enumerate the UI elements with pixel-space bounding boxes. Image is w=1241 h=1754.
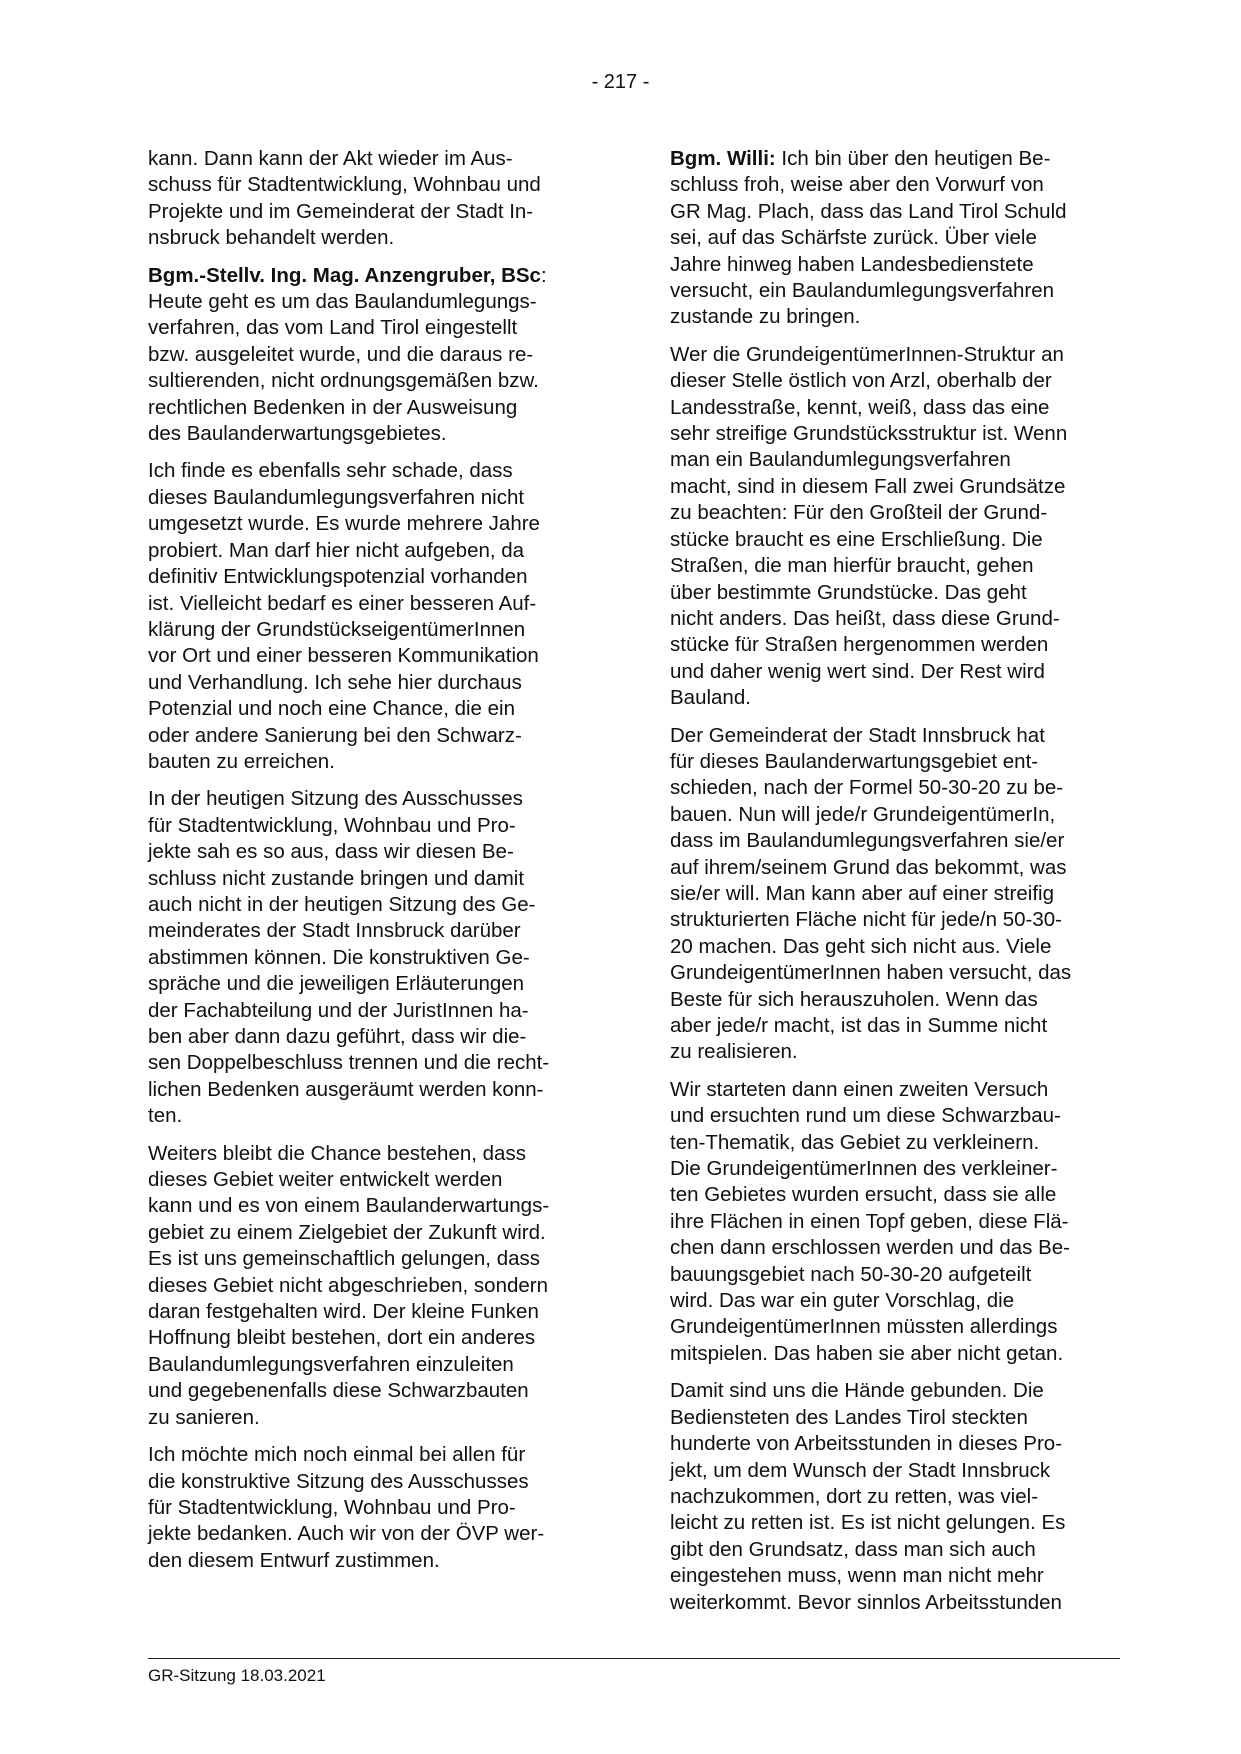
text-line: und daher wenig wert sind. Der Rest wird [670,659,1045,683]
text-line: mitspielen. Das haben sie aber nicht getan. [670,1341,1064,1365]
paragraph [670,1378,1130,1616]
text-line: probiert. Man darf hier nicht aufgeben, da [148,538,525,562]
text-line: In der heutigen Sitzung des Ausschusses [148,787,523,811]
text-line: ihre Flächen in einen Topf geben, diese Flä- [670,1209,1069,1233]
text-line: Damit sind uns die Hände gebunden. Die [670,1379,1044,1403]
left-column [148,146,608,1585]
text-line: zu realisieren. [670,1040,798,1064]
speaker-suffix: : [540,263,547,287]
text-line: Es ist uns gemeinschaftlich gelungen, dass [148,1247,541,1271]
text-line: ten Gebietes wurden ersucht, dass sie alle [670,1183,1057,1207]
text-line: Ich bin über den heutigen Be- [775,147,1051,170]
paragraph [670,723,1130,1066]
text-line: umgesetzt wurde. Es wurde mehrere Jahre [148,512,540,536]
footer-session-date: GR-Sitzung 18.03.2021 [148,1666,326,1685]
text-line: man ein Baulandumlegungsverfahren [670,448,1011,472]
paragraph [148,458,608,775]
text-line: Die GrundeigentümerInnen des verkleiner- [670,1157,1058,1181]
text-line: sultierenden, nicht ordnungsgemäßen bzw. [148,369,539,393]
text-line: den diesem Entwurf zustimmen. [148,1548,440,1572]
text-line: für Stadtentwicklung, Wohnbau und Pro- [148,813,516,837]
text-line: jekte sah es so aus, dass wir diesen Be- [148,840,514,864]
text-line: 20 machen. Das geht sich nicht aus. Viele [670,934,1052,958]
paragraph [148,146,608,252]
speaker-line [148,263,608,289]
text-line: Potenzial und noch eine Chance, die ein [148,697,515,721]
text-line: zu sanieren. [148,1405,260,1429]
text-line: jekte bedanken. Auch wir von der ÖVP wer- [148,1522,545,1546]
text-line: schluss nicht zustande bringen und damit [148,866,525,890]
paragraph [148,263,608,448]
paragraph [670,1077,1130,1367]
text-line: für dieses Baulanderwartungsgebiet ent- [670,749,1039,773]
text-line: schuss für Stadtentwicklung, Wohnbau und [148,173,541,197]
text-line: Ich möchte mich noch einmal bei allen für [148,1443,526,1467]
text-line: dieses Gebiet nicht abgeschrieben, sondern [148,1273,549,1297]
text-line: gebiet zu einem Zielgebiet der Zukunft wird. [148,1220,546,1244]
text-line: GR Mag. Plach, dass das Land Tirol Schuld [670,199,1067,223]
text-line: dieses Gebiet weiter entwickelt werden [148,1168,503,1192]
text-line: meinderates der Stadt Innsbruck darüber [148,919,521,943]
text-line: kann. Dann kann der Akt wieder im Aus- [148,147,513,170]
text-line: abstimmen können. Die konstruktiven Ge- [148,945,530,969]
text-line: macht, sind in diesem Fall zwei Grundsätze [670,474,1066,498]
text-line: dieses Baulandumlegungsverfahren nicht [148,485,525,509]
page-number: - 217 - [591,71,650,93]
text-line: sei, auf das Schärfste zurück. Über viele [670,226,1037,250]
text-line: rechtlichen Bedenken in der Ausweisung [148,395,518,419]
text-line: weiterkommt. Bevor sinnlos Arbeitsstunden [670,1590,1062,1614]
text-line: bauungsgebiet nach 50-30-20 aufgeteilt [670,1262,1032,1286]
text-line: schieden, nach der Formel 50-30-20 zu be- [670,776,1064,800]
text-line: Wir starteten dann einen zweiten Versuch [670,1077,1049,1101]
paragraph [670,146,1130,331]
text-line: Heute geht es um das Baulandumlegungs- [148,290,537,314]
text-line: hunderte von Arbeitsstunden in dieses Pro- [670,1432,1063,1456]
text-line: bauen. Nun will jede/r GrundeigentümerIn, [670,802,1056,826]
text-line: schluss froh, weise aber den Vorwurf von [670,173,1044,197]
text-line: und ersuchten rund um diese Schwarzbau- [670,1104,1061,1128]
text-line: ist. Vielleicht bedarf es einer besseren Auf- [148,591,537,615]
text-line: Bauland. [670,686,751,710]
text-line: für Stadtentwicklung, Wohnbau und Pro- [148,1495,516,1519]
text-line: sie/er will. Man kann aber auf einer streifig [670,881,1054,905]
text-line: Landesstraße, kennt, weiß, dass das eine [670,395,1050,419]
text-line: über bestimmte Grundstücke. Das geht [670,580,1027,604]
text-line: und gegebenenfalls diese Schwarzbauten [148,1379,529,1403]
text-line: stücke braucht es eine Erschließung. Die [670,527,1043,551]
text-line: leicht zu retten ist. Es ist nicht gelungen. Es [670,1511,1066,1535]
text-line: Hoffnung bleibt bestehen, dort ein anderes [148,1326,536,1350]
text-line: Bediensteten des Landes Tirol steckten [670,1405,1028,1429]
text-line: zustande zu bringen. [670,305,861,329]
text-line: und Verhandlung. Ich sehe hier durchaus [148,670,522,694]
text-line: sen Doppelbeschluss trennen und die recht- [148,1051,550,1075]
text-line: definitiv Entwicklungspotenzial vorhanden [148,565,528,589]
text-line: verfahren, das vom Land Tirol eingestellt [148,316,518,340]
text-line: oder andere Sanierung bei den Schwarz- [148,723,522,747]
text-line: Ich finde es ebenfalls sehr schade, dass [148,459,513,483]
footer-divider [148,1658,1120,1659]
text-line: zu beachten: Für den Großteil der Grund- [670,501,1048,525]
text-line: kann und es von einem Baulanderwartungs- [148,1194,550,1218]
text-line: Projekte und im Gemeinderat der Stadt In- [148,199,534,223]
text-line: aber jede/r macht, ist das in Summe nicht [670,1014,1048,1037]
text-line: die konstruktive Sitzung des Ausschusses [148,1469,529,1493]
text-line: Jahre hinweg haben Landesbedienstete [670,252,1034,276]
paragraph [670,342,1130,712]
text-line: der Fachabteilung und der JuristInnen ha- [148,998,529,1022]
text-line: ten. [148,1104,183,1128]
speaker-line [670,146,1130,172]
text-line: strukturierten Fläche nicht für jede/n 50-30- [670,908,1062,932]
text-line: des Baulanderwartungsgebietes. [148,422,447,446]
text-line: Straßen, die man hierfür braucht, gehen [670,554,1034,578]
paragraph [148,1442,608,1574]
text-line: auch nicht in der heutigen Sitzung des Ge- [148,892,536,916]
text-line: ben aber dann dazu geführt, dass wir die- [148,1025,527,1048]
text-line: spräche und die jeweiligen Erläuterungen [148,972,525,996]
text-line: daran festgehalten wird. Der kleine Funken [148,1300,539,1324]
text-line: dass im Baulandumlegungsverfahren sie/er [670,829,1065,853]
text-line: wird. Das war ein guter Vorschlag, die [670,1289,1015,1313]
text-line: Beste für sich herauszuholen. Wenn das [670,987,1038,1011]
text-line: ten-Thematik, das Gebiet zu verkleinern. [670,1130,1040,1154]
speaker-name: Bgm. Willi: [670,147,776,170]
text-line: GrundeigentümerInnen müssten allerdings [670,1315,1058,1339]
paragraph [148,786,608,1129]
paragraph [148,1141,608,1431]
text-line: Der Gemeinderat der Stadt Innsbruck hat [670,723,1045,747]
text-line: nicht anders. Das heißt, dass diese Grund- [670,606,1060,630]
text-line: Weiters bleibt die Chance bestehen, dass [148,1141,526,1165]
text-line: nachzukommen, dort zu retten, was viel- [670,1484,1039,1508]
text-line: auf ihrem/seinem Grund das bekommt, was [670,855,1067,879]
speaker-name: Bgm.-Stellv. Ing. Mag. Anzengruber, BSc [148,263,541,287]
text-line: bzw. ausgeleitet wurde, und die daraus re- [148,342,534,366]
text-line: vor Ort und einer besseren Kommunikation [148,644,539,668]
right-column [670,146,1130,1627]
text-line: Baulandumlegungsverfahren einzuleiten [148,1352,514,1376]
text-line: dieser Stelle östlich von Arzl, oberhalb der [670,369,1052,393]
text-line: GrundeigentümerInnen haben versucht, das [670,961,1072,985]
text-line: klärung der GrundstückseigentümerInnen [148,617,526,641]
text-line: jekt, um dem Wunsch der Stadt Innsbruck [670,1458,1051,1482]
text-line: eingestehen muss, wenn man nicht mehr [670,1564,1044,1588]
text-line: lichen Bedenken ausgeräumt werden konn- [148,1077,544,1101]
text-line: bauten zu erreichen. [148,749,335,773]
text-line: versucht, ein Baulandumlegungsverfahren [670,279,1055,303]
text-line: gibt den Grundsatz, dass man sich auch [670,1537,1036,1561]
text-line: stücke für Straßen hergenommen werden [670,633,1049,657]
text-line: Wer die GrundeigentümerInnen-Struktur an [670,342,1064,366]
text-line: nsbruck behandelt werden. [148,226,395,250]
text-line: chen dann erschlossen werden und das Be- [670,1236,1071,1260]
text-line: sehr streifige Grundstücksstruktur ist. Wenn [670,422,1068,446]
